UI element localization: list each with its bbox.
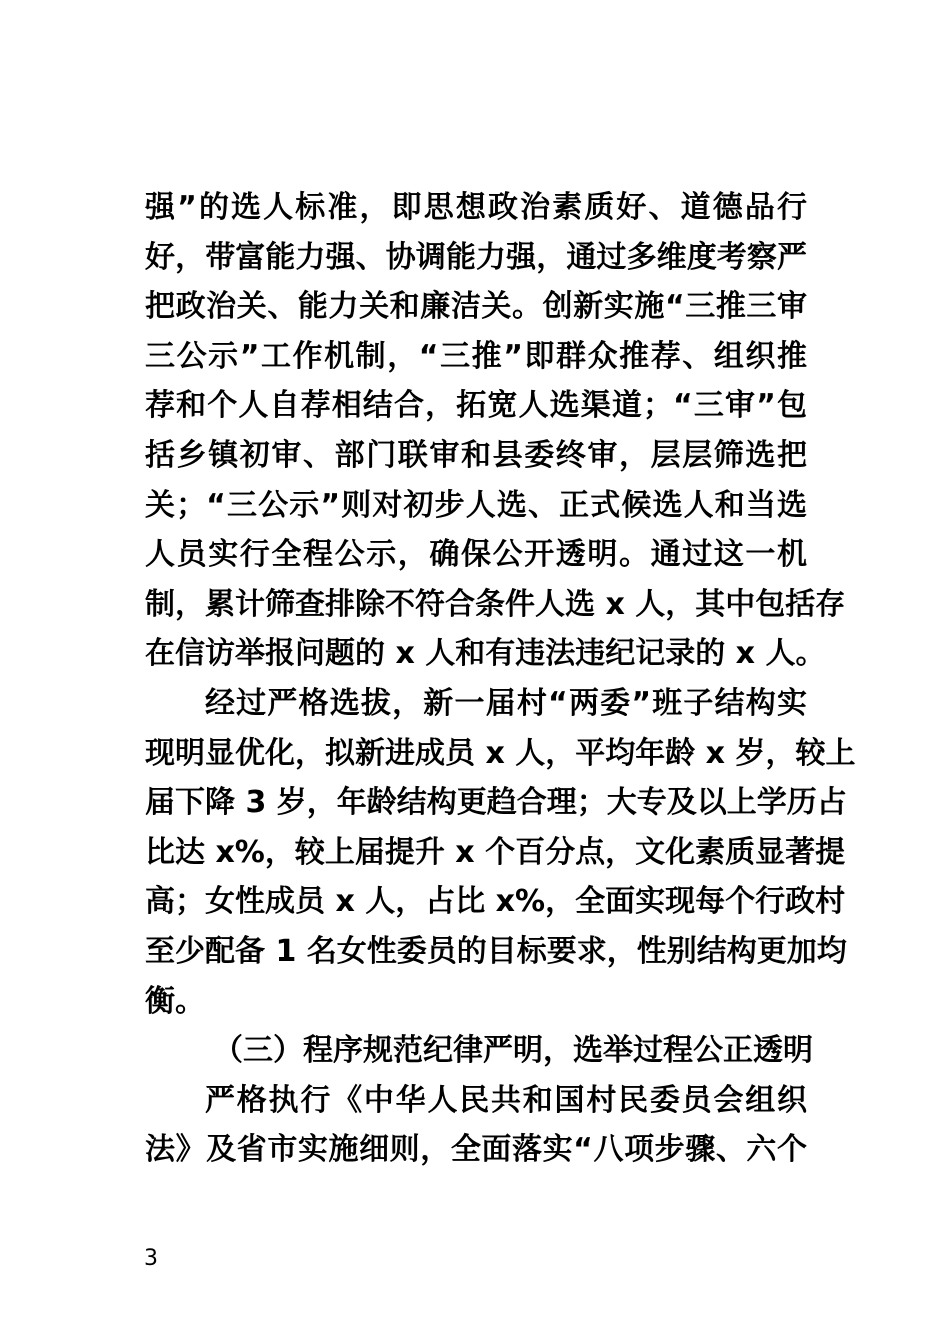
text-line: 荐和个人自荐相结合，拓宽人选渠道；“三审”包 <box>145 388 807 424</box>
text-line: 经过严格选拔，新一届村“两委”班子结构实 <box>205 685 807 721</box>
section-heading: （三）程序规范纪律严明，选举过程公正透明 <box>213 1033 813 1069</box>
text-line: 把政治关、能力关和廉洁关。创新实施“三推三审 <box>145 289 807 325</box>
text-line: 现明显优化，拟新进成员 x 人，平均年龄 x 岁，较上 <box>145 735 856 771</box>
document-body <box>145 183 856 1175</box>
text-line: 括乡镇初审、部门联审和县委终审，层层筛选把 <box>145 437 807 473</box>
text-line: 至少配备 1 名女性委员的目标要求，性别结构更加均 <box>145 933 847 969</box>
text-line: 好，带富能力强、协调能力强，通过多维度考察严 <box>145 239 807 275</box>
text-line: 三公示”工作机制，“三推”即群众推荐、组织推 <box>145 338 807 374</box>
page-number: 3 <box>144 1246 158 1271</box>
text-line: 严格执行《中华人民共和国村民委员会组织 <box>205 1082 807 1118</box>
text-line: 关；“三公示”则对初步人选、正式候选人和当选 <box>145 487 807 523</box>
text-line: 法》及省市实施细则，全面落实“八项步骤、六个 <box>145 1132 807 1168</box>
text-line: 强”的选人标准，即思想政治素质好、道德品行 <box>145 190 807 225</box>
text-line: 衡。 <box>145 983 205 1019</box>
text-line: 在信访举报问题的 x 人和有违法违纪记录的 x 人。 <box>145 636 826 672</box>
text-line: 比达 x%，较上届提升 x 个百分点，文化素质显著提 <box>145 834 846 870</box>
text-line: 届下降 3 岁，年龄结构更趋合理；大专及以上学历占 <box>145 785 847 821</box>
text-line: 制，累计筛查排除不符合条件人选 x 人，其中包括存 <box>145 586 846 622</box>
text-line: 人员实行全程公示，确保公开透明。通过这一机 <box>145 537 807 573</box>
text-line: 高；女性成员 x 人，占比 x%，全面实现每个行政村 <box>145 884 846 920</box>
